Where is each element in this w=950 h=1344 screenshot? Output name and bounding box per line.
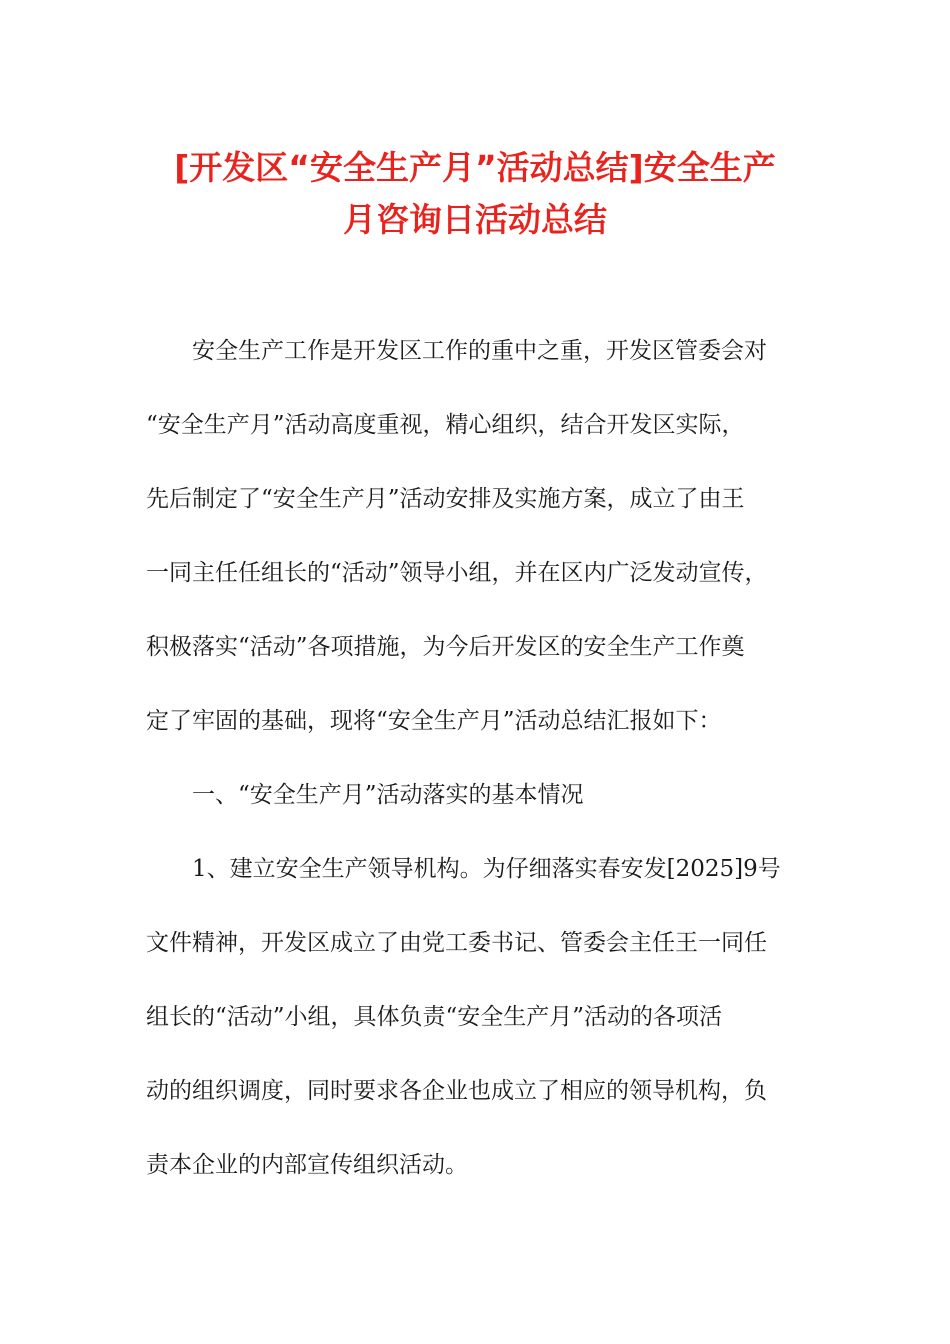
paragraph-line: “安全生产月”活动高度重视，精心组织，结合开发区实际， (146, 412, 745, 438)
paragraph-line: 定了牢固的基础，现将“安全生产月”活动总结汇报如下： (146, 708, 722, 734)
paragraph-line: 责本企业的内部宣传组织活动。 (146, 1152, 468, 1178)
paragraph-line: 安全生产工作是开发区工作的重中之重，开发区管委会对 (192, 338, 767, 364)
document-title-line-1: [开发区“安全生产月”活动总结]安全生产 (174, 148, 776, 187)
paragraph-line: 组长的“活动”小组，具体负责“安全生产月”活动的各项活 (146, 1004, 723, 1030)
section-heading: 一、“安全生产月”活动落实的基本情况 (192, 782, 584, 808)
paragraph-line: 1、建立安全生产领导机构。为仔细落实春安发[2025]9号 (192, 856, 781, 882)
paragraph-line: 先后制定了“安全生产月”活动安排及实施方案，成立了由王 (146, 486, 745, 512)
paragraph-line: 文件精神，开发区成立了由党工委书记、管委会主任王一同任 (146, 930, 767, 956)
document-title-line-2: 月咨询日活动总结 (343, 200, 607, 239)
paragraph-line: 动的组织调度，同时要求各企业也成立了相应的领导机构，负 (146, 1078, 767, 1104)
paragraph-line: 积极落实“活动”各项措施，为今后开发区的安全生产工作奠 (146, 634, 745, 660)
paragraph-line: 一同主任任组长的“活动”领导小组，并在区内广泛发动宣传， (146, 560, 768, 586)
